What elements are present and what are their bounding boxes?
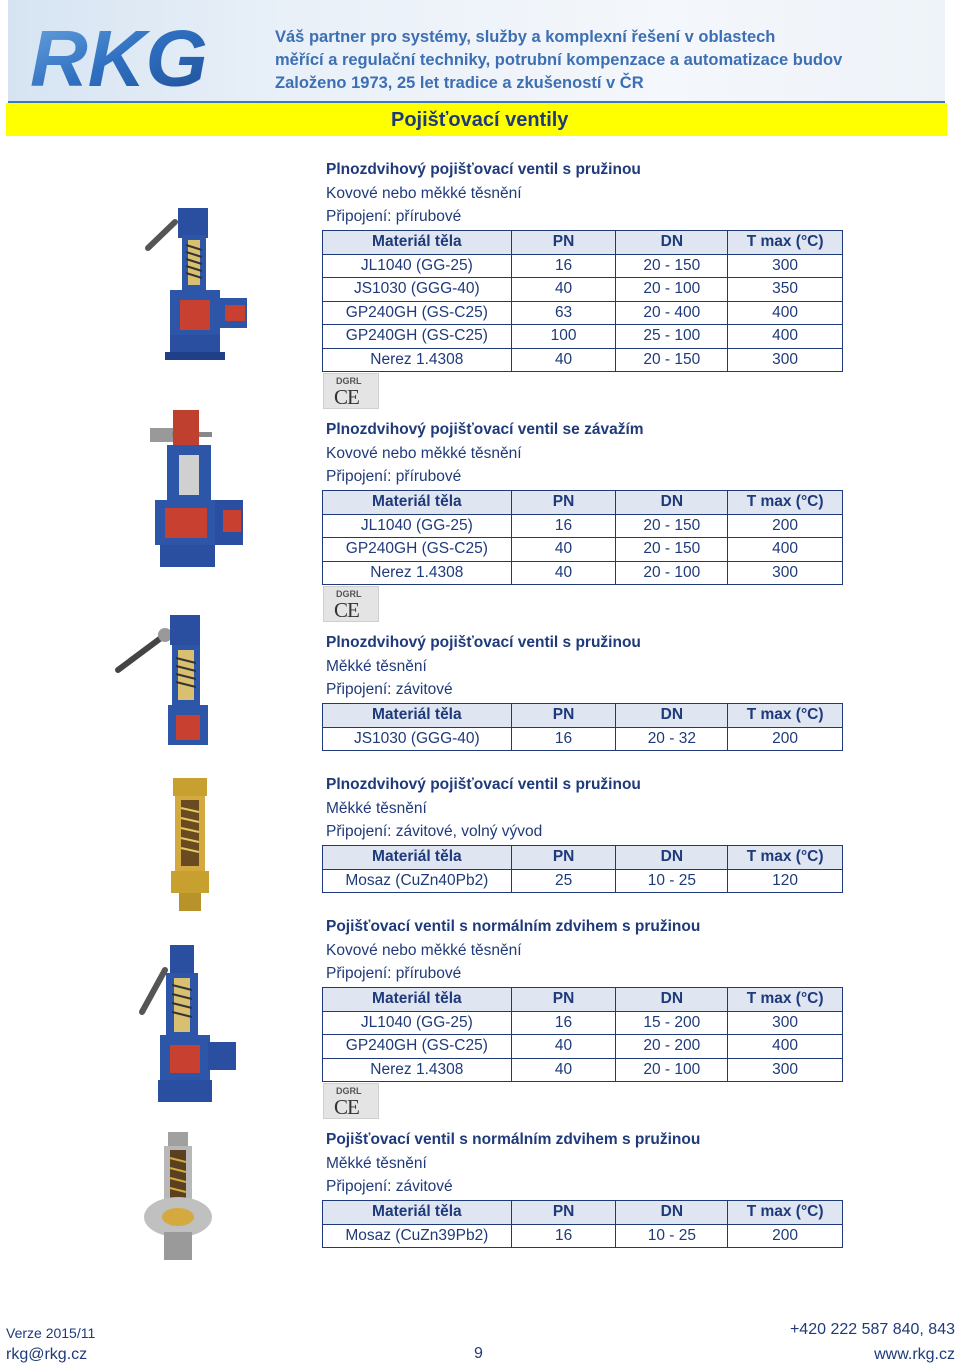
cell-dn: 20 - 100 <box>616 561 728 585</box>
cell-dn: 20 - 100 <box>616 278 728 302</box>
section-1-sealing: Kovové nebo měkké těsnění <box>326 185 522 202</box>
header-material: Materiál těla <box>323 988 512 1012</box>
cell-material: Mosaz (CuZn40Pb2) <box>323 869 512 893</box>
cell-tmax: 300 <box>728 1011 843 1035</box>
section-5-table <box>322 987 843 1082</box>
cell-dn: 20 - 150 <box>616 538 728 562</box>
dgrl-label: DGRL <box>336 589 362 599</box>
cell-tmax: 300 <box>728 348 843 372</box>
section-5-sealing: Kovové nebo měkké těsnění <box>326 942 522 959</box>
table-row <box>323 1035 843 1059</box>
logo-text: RKG <box>30 18 208 96</box>
cell-material: GP240GH (GS-C25) <box>323 325 512 349</box>
cell-pn: 16 <box>511 727 616 751</box>
cell-pn: 16 <box>511 1011 616 1035</box>
cell-tmax: 300 <box>728 254 843 278</box>
cell-pn: 100 <box>511 325 616 349</box>
header-dn: DN <box>616 846 728 870</box>
section-6-connection: Připojení: závitové <box>326 1178 453 1195</box>
cell-pn: 25 <box>511 869 616 893</box>
phone-number: +420 222 587 840, 843 <box>789 1321 955 1338</box>
table-header-row <box>323 988 843 1012</box>
table-header-row <box>323 491 843 515</box>
cell-dn: 20 - 400 <box>616 301 728 325</box>
cell-tmax: 400 <box>728 301 843 325</box>
section-6-sealing: Měkké těsnění <box>326 1155 427 1172</box>
table-header-row <box>323 1201 843 1225</box>
cell-pn: 16 <box>511 254 616 278</box>
cell-dn: 20 - 150 <box>616 254 728 278</box>
table-row <box>323 1224 843 1248</box>
section-4-table <box>322 845 843 893</box>
dgrl-label: DGRL <box>336 1086 362 1096</box>
table-row <box>323 514 843 538</box>
section-2-connection: Připojení: přírubové <box>326 468 462 485</box>
cell-dn: 20 - 32 <box>616 727 728 751</box>
section-1-connection: Připojení: přírubové <box>326 208 462 225</box>
ce-icon: CE <box>334 598 359 622</box>
dgrl-label: DGRL <box>336 376 362 386</box>
cell-dn: 20 - 200 <box>616 1035 728 1059</box>
section-1-title: Plnozdvihový pojišťovací ventil s pružinou <box>326 161 641 178</box>
table-row <box>323 1011 843 1035</box>
tagline <box>275 26 935 95</box>
spring-valve-flanged-image <box>130 200 255 365</box>
cell-pn: 63 <box>511 301 616 325</box>
header-dn: DN <box>616 704 728 728</box>
cell-pn: 40 <box>511 1058 616 1082</box>
cell-tmax: 120 <box>728 869 843 893</box>
table-header-row <box>323 704 843 728</box>
cell-dn: 25 - 100 <box>616 325 728 349</box>
cell-pn: 40 <box>511 1035 616 1059</box>
cell-material: GP240GH (GS-C25) <box>323 301 512 325</box>
header-tmax: T max (°C) <box>728 988 843 1012</box>
header-material: Materiál těla <box>323 491 512 515</box>
table-header-row <box>323 846 843 870</box>
cell-material: JL1040 (GG-25) <box>323 1011 512 1035</box>
tagline-line-3: Založeno 1973, 25 let tradice a zkušeností v ČR <box>275 74 644 92</box>
section-3-connection: Připojení: závitové <box>326 681 453 698</box>
version-label: Verze 2015/11 <box>6 1325 96 1341</box>
dgrl-ce-mark <box>323 1083 379 1119</box>
cell-pn: 40 <box>511 278 616 302</box>
cell-tmax: 300 <box>728 1058 843 1082</box>
cell-material: GP240GH (GS-C25) <box>323 538 512 562</box>
cell-pn: 16 <box>511 514 616 538</box>
table-row <box>323 278 843 302</box>
cell-material: GP240GH (GS-C25) <box>323 1035 512 1059</box>
section-5-connection: Připojení: přírubové <box>326 965 462 982</box>
page-header <box>8 0 945 103</box>
cell-material: JL1040 (GG-25) <box>323 514 512 538</box>
section-3-table <box>322 703 843 751</box>
header-dn: DN <box>616 988 728 1012</box>
cell-material: Nerez 1.4308 <box>323 1058 512 1082</box>
header-tmax: T max (°C) <box>728 846 843 870</box>
dgrl-ce-mark <box>323 586 379 622</box>
cell-tmax: 200 <box>728 727 843 751</box>
ce-icon: CE <box>334 385 359 409</box>
section-4-title: Plnozdvihový pojišťovací ventil s pružinou <box>326 776 641 793</box>
table-row <box>323 325 843 349</box>
header-tmax: T max (°C) <box>728 231 843 255</box>
ce-icon: CE <box>334 1095 359 1119</box>
cell-pn: 40 <box>511 561 616 585</box>
header-material: Materiál těla <box>323 846 512 870</box>
cell-material: Nerez 1.4308 <box>323 348 512 372</box>
weighted-valve-image <box>145 410 245 572</box>
section-5-title: Pojišťovací ventil s normálním zdvihem s pružinou <box>326 918 701 935</box>
table-row <box>323 348 843 372</box>
table-row <box>323 254 843 278</box>
header-dn: DN <box>616 491 728 515</box>
header-dn: DN <box>616 231 728 255</box>
email-link[interactable]: rkg@rkg.cz <box>6 1346 88 1363</box>
cell-dn: 10 - 25 <box>616 1224 728 1248</box>
cell-tmax: 200 <box>728 514 843 538</box>
spring-valve-threaded-image <box>110 610 215 752</box>
header-tmax: T max (°C) <box>728 704 843 728</box>
header-pn: PN <box>511 1201 616 1225</box>
normal-lift-valve-threaded-image <box>140 1132 220 1262</box>
page-title-bar <box>6 103 947 136</box>
cell-tmax: 200 <box>728 1224 843 1248</box>
brass-valve-open-outlet-image <box>165 778 215 913</box>
cell-tmax: 350 <box>728 278 843 302</box>
cell-dn: 20 - 150 <box>616 348 728 372</box>
cell-tmax: 400 <box>728 538 843 562</box>
header-pn: PN <box>511 491 616 515</box>
header-pn: PN <box>511 988 616 1012</box>
header-material: Materiál těla <box>323 704 512 728</box>
tagline-line-1: Váš partner pro systémy, služby a komplexní řešení v oblastech <box>275 28 776 46</box>
cell-tmax: 400 <box>728 325 843 349</box>
table-row <box>323 561 843 585</box>
header-dn: DN <box>616 1201 728 1225</box>
section-3-title: Plnozdvihový pojišťovací ventil s pružinou <box>326 634 641 651</box>
section-2-sealing: Kovové nebo měkké těsnění <box>326 445 522 462</box>
cell-dn: 20 - 100 <box>616 1058 728 1082</box>
website-link[interactable]: www.rkg.cz <box>874 1346 955 1363</box>
cell-dn: 10 - 25 <box>616 869 728 893</box>
section-2-title: Plnozdvihový pojišťovací ventil se závažím <box>326 421 644 438</box>
table-row <box>323 301 843 325</box>
dgrl-ce-mark <box>323 373 379 409</box>
header-pn: PN <box>511 704 616 728</box>
header-material: Materiál těla <box>323 231 512 255</box>
section-6-table <box>322 1200 843 1248</box>
table-row <box>323 538 843 562</box>
page-number: 9 <box>474 1345 483 1362</box>
cell-tmax: 400 <box>728 1035 843 1059</box>
section-6-title: Pojišťovací ventil s normálním zdvihem s pružinou <box>326 1131 701 1148</box>
cell-material: Mosaz (CuZn39Pb2) <box>323 1224 512 1248</box>
cell-material: JL1040 (GG-25) <box>323 254 512 278</box>
cell-material: JS1030 (GGG-40) <box>323 727 512 751</box>
table-header-row <box>323 231 843 255</box>
section-3-sealing: Měkké těsnění <box>326 658 427 675</box>
cell-pn: 16 <box>511 1224 616 1248</box>
header-tmax: T max (°C) <box>728 491 843 515</box>
header-material: Materiál těla <box>323 1201 512 1225</box>
section-4-connection: Připojení: závitové, volný vývod <box>326 823 543 840</box>
cell-tmax: 300 <box>728 561 843 585</box>
header-pn: PN <box>511 231 616 255</box>
header-tmax: T max (°C) <box>728 1201 843 1225</box>
cell-material: Nerez 1.4308 <box>323 561 512 585</box>
section-1-table <box>322 230 843 372</box>
tagline-line-2: měřící a regulační techniky, potrubní kompenzace a automatizace budov <box>275 51 843 69</box>
page-title: Pojišťovací ventily <box>391 109 569 131</box>
header-pn: PN <box>511 846 616 870</box>
section-4-sealing: Měkké těsnění <box>326 800 427 817</box>
cell-dn: 20 - 150 <box>616 514 728 538</box>
cell-dn: 15 - 200 <box>616 1011 728 1035</box>
section-2-table <box>322 490 843 585</box>
rkg-logo <box>30 18 260 96</box>
normal-lift-valve-flanged-image <box>130 940 240 1110</box>
table-row <box>323 727 843 751</box>
table-row <box>323 869 843 893</box>
table-row <box>323 1058 843 1082</box>
cell-material: JS1030 (GGG-40) <box>323 278 512 302</box>
cell-pn: 40 <box>511 538 616 562</box>
cell-pn: 40 <box>511 348 616 372</box>
